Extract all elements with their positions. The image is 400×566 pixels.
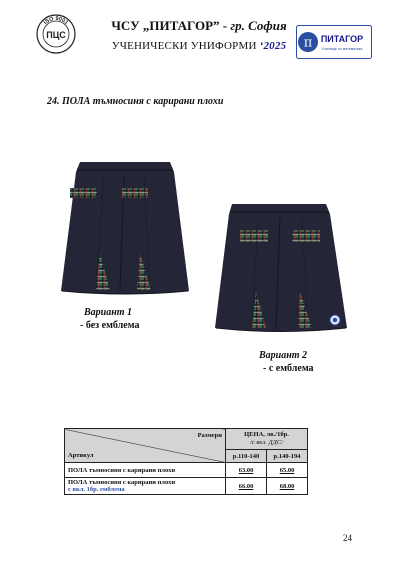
iso-mark: ПЦС [46,30,66,40]
table-header-row [65,429,308,450]
section-title: 24. ПОЛА тъмносиня с карирани плохи [47,96,224,107]
price-subheader-text: /с вкл. ДДС/ [250,439,283,446]
pi-symbol: π [303,35,313,51]
header-title [104,18,294,34]
row-2-price-1: 66.00 [226,478,267,495]
row-2-price-2: 68.00 [267,478,308,495]
school-name: ЧСУ „ПИТАГОР” - [111,18,228,33]
sizes-column-label: Размери [197,432,222,439]
row-1-name: ПОЛА тъмносиня с карирани плохи [65,463,226,478]
iso-certification-seal-icon [36,14,76,54]
variant-2-title: Вариант 2 [259,350,308,361]
row-2-name: ПОЛА тъмносиня с карирани плохи [68,479,176,486]
row-1-price-1: 63.00 [226,463,267,478]
table-row [65,463,308,478]
school-emblem-icon [330,315,340,325]
row-1-price-2: 65.00 [267,463,308,478]
header-subtitle [104,40,294,52]
size-2-header: р.140-194 [267,450,308,463]
variant-2-description: - с емблема [263,363,314,374]
skirt-image-variant-1 [58,158,192,296]
subtitle-text: УЧЕНИЧЕСКИ УНИФОРМИ [111,40,257,52]
article-column-label: Артикул [68,452,94,459]
subtitle-year: ‘2025 [259,40,287,52]
logo-name: ПИТАГОР [320,34,364,44]
row-2-note: с вкл. 1бр. емблема [68,486,125,493]
variant-1-title: Вариант 1 [84,307,133,318]
size-1-header: р.110-140 [226,450,267,463]
page-number: 24 [343,533,352,543]
table-row [65,478,308,495]
price-header-text: ЦЕНА, лв./1бр. [244,430,289,438]
price-table [64,428,308,495]
header-diagonal-cell [65,429,226,463]
logo-subtitle: Училище по математика [321,47,363,51]
iso-text: ISO 9001 [42,15,70,27]
variant-1-description: - без емблема [80,320,140,331]
school-logo [296,25,372,59]
school-city: гр. София [230,18,287,33]
skirt-image-variant-2 [212,200,350,336]
price-header [226,429,308,450]
row-2-name-cell [65,478,226,495]
